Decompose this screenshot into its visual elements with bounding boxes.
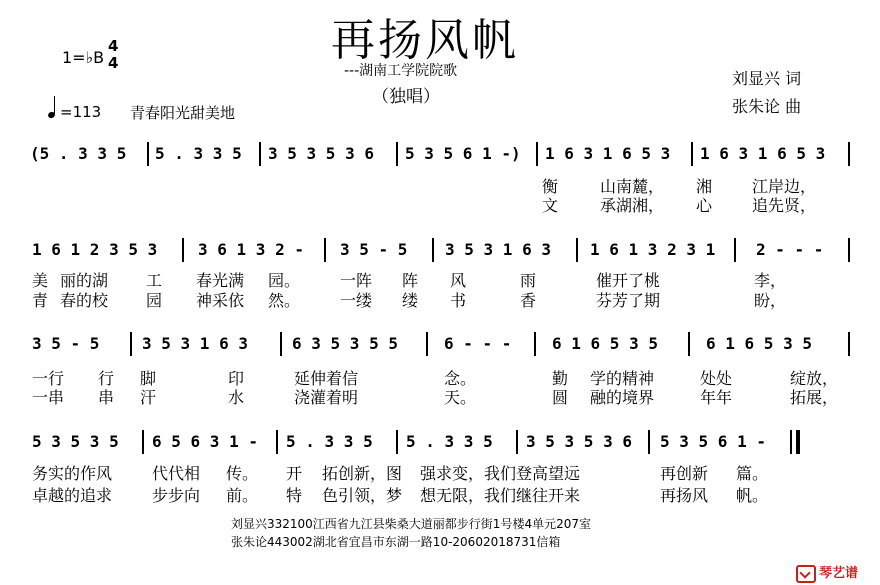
lyric-syllable: 绽放， (790, 369, 839, 388)
barline (324, 238, 326, 262)
barline (426, 332, 428, 356)
barline (182, 238, 184, 262)
lyric-syllable: 天。 (444, 388, 477, 407)
lyric-syllable: 拓创新，图 (322, 464, 403, 483)
barline (734, 238, 736, 262)
score-bar: 1 6 3 1 6 5 3 (545, 144, 671, 163)
score-bar: 5 3 5 3 5 (32, 432, 119, 451)
lyric-syllable: 衡 (542, 177, 559, 196)
lyric-syllable: 一缕 (340, 291, 373, 310)
lyric-syllable: 串 (98, 388, 115, 407)
score-bar: 6 1 6 5 3 5 (552, 334, 658, 353)
score-bar: (5 . 3 3 5 (30, 144, 127, 163)
qinyipu-logo-icon (796, 565, 816, 583)
barline (259, 142, 261, 166)
score-bar: 3 5 - 5 (32, 334, 100, 353)
score-bar: 1 6 1 2 3 5 3 (32, 240, 158, 259)
song-subtitle: ---湖南工学院院歌 (344, 63, 458, 79)
lyric-syllable: 美 (32, 271, 49, 290)
lyric-syllable: 雨 (520, 271, 537, 290)
lyric-syllable: 帆。 (736, 486, 769, 505)
lyric-syllable: 想无限，我们继往开来 (420, 486, 581, 505)
score-bar: 5 3 5 6 1 - (660, 432, 766, 451)
score-bar: 3 5 3 1 6 3 (142, 334, 248, 353)
lyric-syllable: 印 (228, 369, 245, 388)
composer-credit: 张朱论 曲 (732, 97, 802, 116)
lyric-syllable: 步步向 (152, 486, 201, 505)
lyric-syllable: 神采依 (196, 291, 245, 310)
watermark-text: 琴艺谱 (819, 566, 859, 581)
lyric-syllable: 文 (542, 196, 559, 215)
lyric-syllable: 圆 (552, 388, 569, 407)
score-bar: 6 5 6 3 1 - (152, 432, 258, 451)
lyric-syllable: 缕 (402, 291, 419, 310)
lyric-syllable: 李， (754, 271, 787, 290)
key-signature: 1=♭B (62, 48, 105, 67)
score-bar: 5 3 5 6 1 -) (405, 144, 521, 163)
lyric-syllable: 园。 (268, 271, 301, 290)
lyric-syllable: 追先贤， (752, 196, 817, 215)
lyric-syllable: 丽的湖 (60, 271, 109, 290)
barline (130, 332, 132, 356)
lyric-syllable: 青 (32, 291, 49, 310)
lyric-syllable: 强求变，我们登高望远 (420, 464, 581, 483)
lyric-syllable: 前。 (226, 486, 259, 505)
lyric-syllable: 念。 (444, 369, 477, 388)
score-bar: 3 5 3 5 3 6 (268, 144, 374, 163)
lyric-syllable: 处处 (700, 369, 733, 388)
barline (648, 430, 650, 454)
quarter-note-stem (54, 96, 55, 115)
lyric-syllable: 然。 (268, 291, 301, 310)
lyric-syllable: 承湖湘， (600, 196, 665, 215)
lyric-syllable: 融的境界 (590, 388, 655, 407)
lyric-syllable: 盼， (754, 291, 787, 310)
time-signature-top: 4 (108, 37, 119, 55)
time-signature (108, 38, 118, 72)
lyric-syllable: 一阵 (340, 271, 373, 290)
performance-type: （独唱） (372, 87, 440, 107)
lyric-syllable: 工 (146, 271, 163, 290)
barline (848, 238, 850, 262)
lyric-syllable: 脚 (140, 369, 157, 388)
lyric-syllable: 学的精神 (590, 369, 655, 388)
score-bar: 3 5 3 1 6 3 (445, 240, 551, 259)
lyric-syllable: 春光满 (196, 271, 245, 290)
score-bar: 3 6 1 3 2 - (198, 240, 304, 259)
barline (534, 332, 536, 356)
lyric-syllable: 拓展， (790, 388, 839, 407)
lyric-syllable: 水 (228, 388, 245, 407)
lyric-syllable: 山南麓， (600, 177, 665, 196)
time-signature-bottom: 4 (108, 54, 119, 72)
lyric-syllable: 勤 (552, 369, 569, 388)
lyricist-address: 刘显兴332100江西省九江县柴桑大道丽都步行街1号楼4单元207室 (231, 517, 591, 531)
barline (516, 430, 518, 454)
lyric-syllable: 特 (286, 486, 303, 505)
score-line-2 (30, 236, 852, 262)
expression-marking: 青春阳光甜美地 (130, 104, 236, 122)
score-line-4 (30, 428, 852, 454)
lyric-syllable: 芬芳了期 (596, 291, 661, 310)
score-bar: 1 6 1 3 2 3 1 (590, 240, 716, 259)
song-title: 再扬风帆 (331, 15, 519, 66)
composer-address: 张朱论443002湖北省宜昌市东湖一路10-20602018731信箱 (231, 535, 561, 549)
barline (142, 430, 144, 454)
final-barline-thick (796, 430, 800, 454)
barline (396, 142, 398, 166)
lyric-syllable: 务实的作风 (32, 464, 113, 483)
lyric-syllable: 传。 (226, 464, 259, 483)
lyric-syllable: 再创新 (660, 464, 709, 483)
score-bar: 2 - - - (756, 240, 824, 259)
barline (688, 332, 690, 356)
lyric-syllable: 汗 (140, 388, 157, 407)
lyric-syllable: 春的校 (60, 291, 109, 310)
score-bar: 6 1 6 5 3 5 (706, 334, 812, 353)
score-bar: 3 5 - 5 (340, 240, 408, 259)
lyric-syllable: 卓越的追求 (32, 486, 113, 505)
score-bar: 5 . 3 3 5 (286, 432, 373, 451)
lyric-syllable: 一行 (32, 369, 65, 388)
score-bar: 6 3 5 3 5 5 (292, 334, 398, 353)
barline (848, 332, 850, 356)
watermark-logo (796, 562, 858, 583)
lyric-syllable: 篇。 (736, 464, 769, 483)
lyric-syllable: 代代相 (152, 464, 201, 483)
barline (276, 430, 278, 454)
lyric-syllable: 书 (450, 291, 467, 310)
tempo-marking: =113 (60, 103, 102, 121)
barline (691, 142, 693, 166)
lyric-syllable: 年年 (700, 388, 733, 407)
lyric-syllable: 风 (450, 271, 467, 290)
score-bar: 1 6 3 1 6 5 3 (700, 144, 826, 163)
lyric-syllable: 色引领，梦 (322, 486, 403, 505)
lyricist-credit: 刘显兴 词 (732, 69, 802, 88)
lyric-syllable: 阵 (402, 271, 419, 290)
score-line-3 (30, 330, 852, 356)
score-bar: 6 - - - (444, 334, 512, 353)
barline (396, 430, 398, 454)
lyric-syllable: 再扬风 (660, 486, 709, 505)
barline (432, 238, 434, 262)
score-line-1 (30, 140, 852, 166)
barline (848, 142, 850, 166)
score-bar: 5 . 3 3 5 (155, 144, 242, 163)
lyric-syllable: 延伸着信 (294, 369, 359, 388)
lyric-syllable: 江岸边， (752, 177, 817, 196)
lyric-syllable: 行 (98, 369, 115, 388)
score-bar: 5 . 3 3 5 (406, 432, 493, 451)
barline (280, 332, 282, 356)
final-barline-thin (790, 430, 792, 454)
lyric-syllable: 香 (520, 291, 537, 310)
lyric-syllable: 园 (146, 291, 163, 310)
lyric-syllable: 湘 (696, 177, 713, 196)
lyric-syllable: 一串 (32, 388, 65, 407)
barline (576, 238, 578, 262)
lyric-syllable: 心 (696, 196, 713, 215)
barline (147, 142, 149, 166)
barline (536, 142, 538, 166)
lyric-syllable: 浇灌着明 (294, 388, 359, 407)
lyric-syllable: 催开了桃 (596, 271, 661, 290)
lyric-syllable: 开 (286, 464, 303, 483)
score-bar: 3 5 3 5 3 6 (526, 432, 632, 451)
